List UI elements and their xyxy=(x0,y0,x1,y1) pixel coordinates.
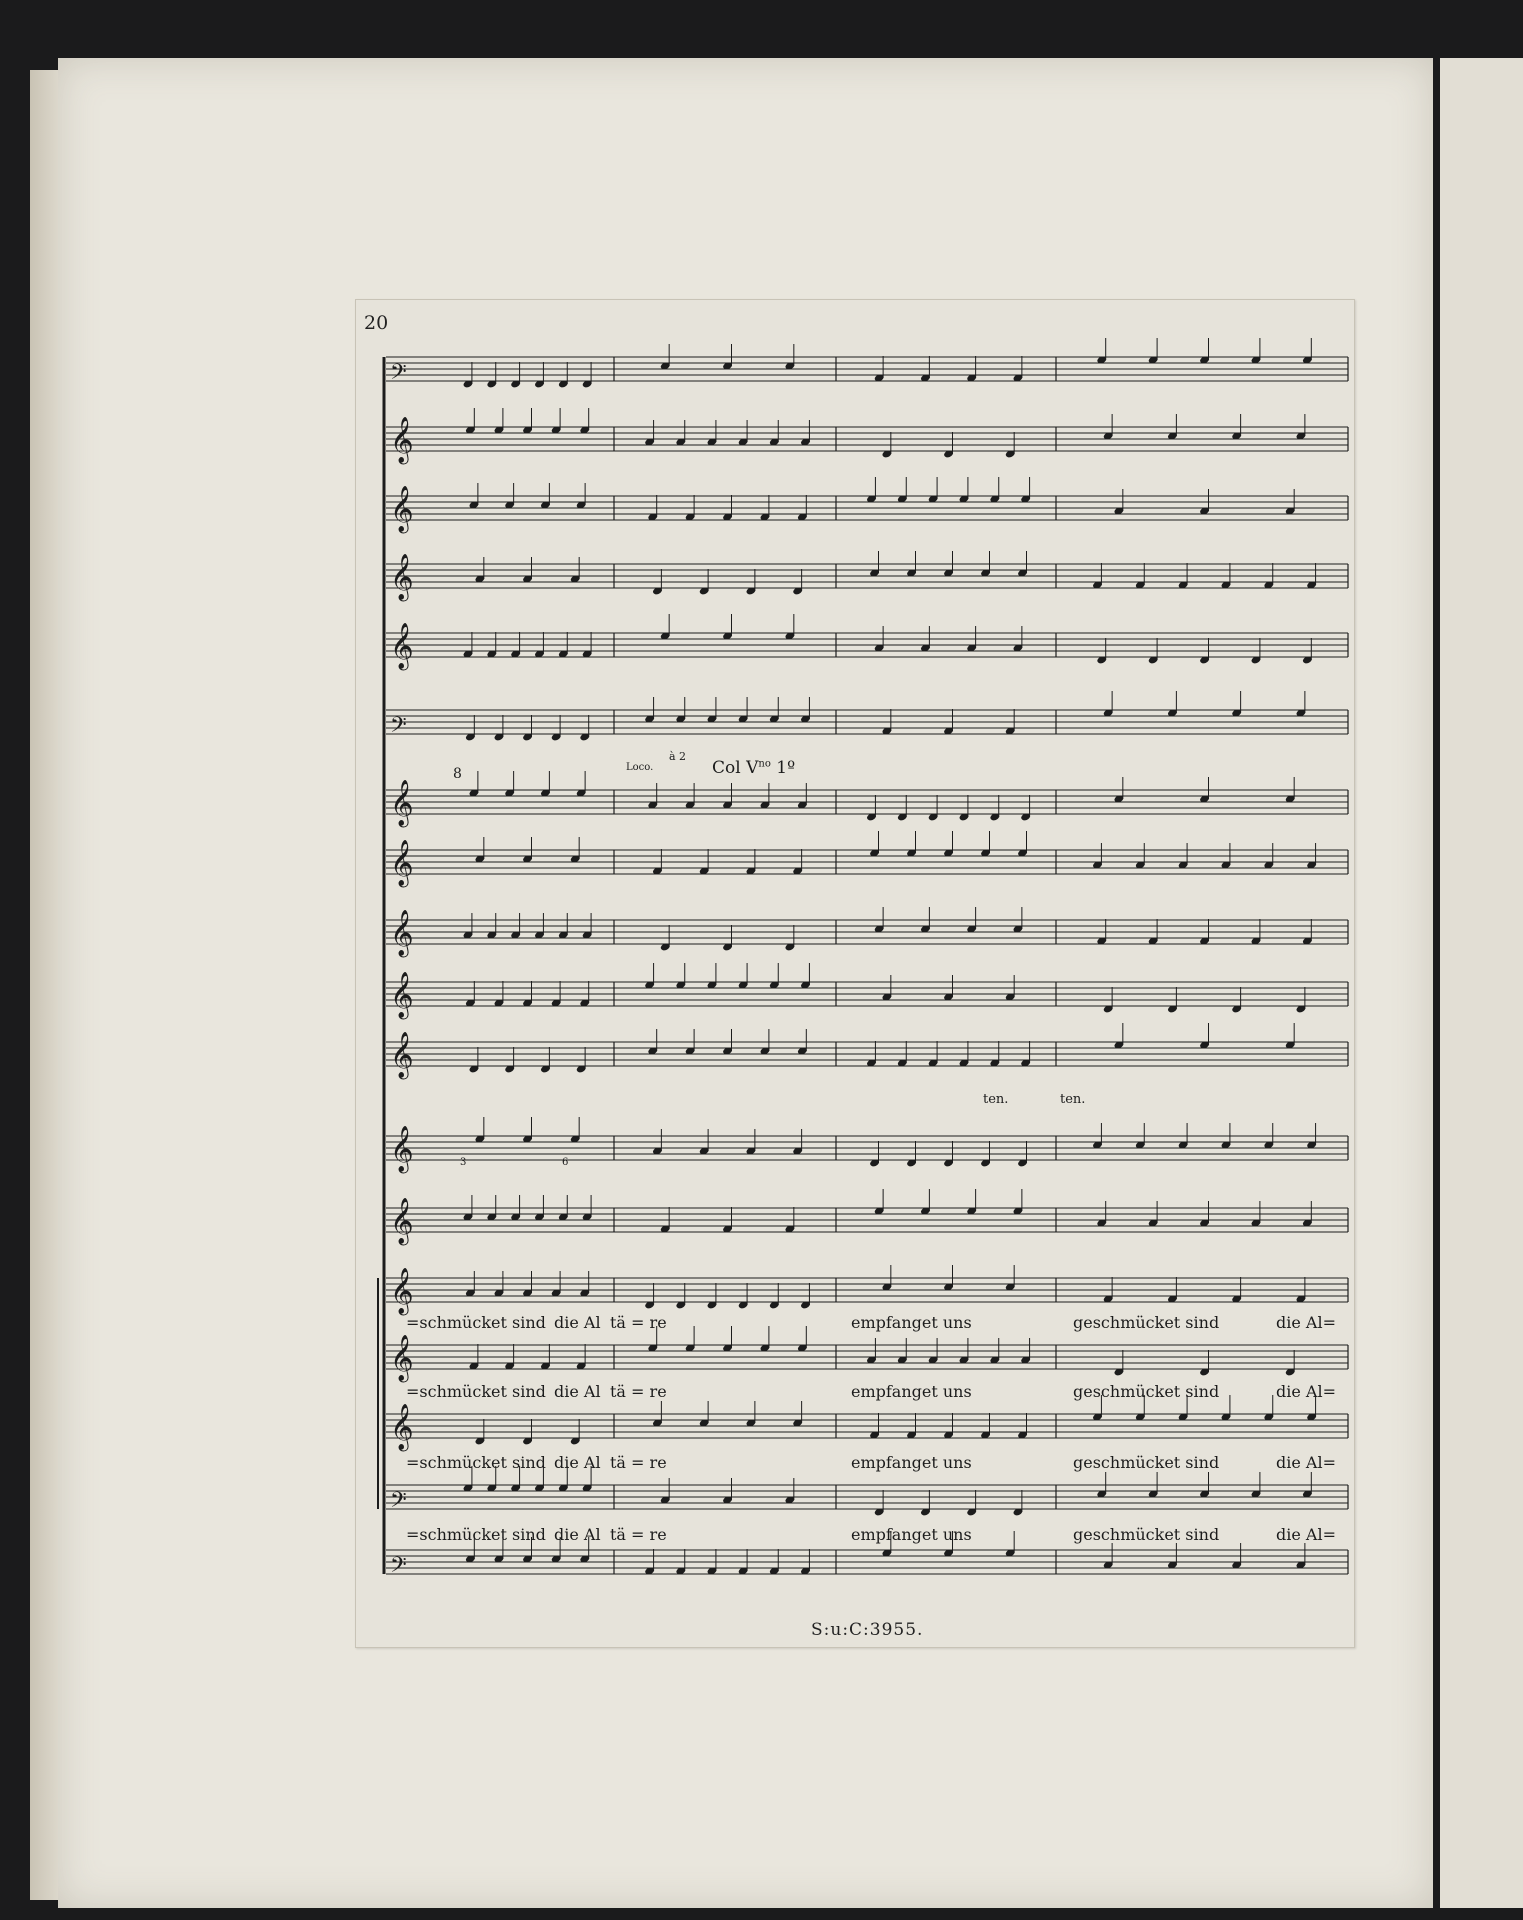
clef-icon: 𝄢 xyxy=(390,360,407,390)
clef-icon: 𝄞 xyxy=(390,417,414,463)
clef-icon: 𝄞 xyxy=(390,972,414,1018)
lyric-1-d: empfanget uns xyxy=(851,1313,972,1332)
col-vno-marking xyxy=(712,758,795,778)
lyric-4-b: die Al xyxy=(554,1525,601,1544)
lyric-1-e: geschmücket sind xyxy=(1073,1313,1220,1332)
ottava-marking: 8 xyxy=(453,766,462,782)
clef-icon: 𝄞 xyxy=(390,910,414,956)
lyric-4-d: empfanget uns xyxy=(851,1525,972,1544)
lyric-2-f: die Al= xyxy=(1276,1382,1336,1401)
tenuto-marking-2: ten. xyxy=(1060,1092,1086,1107)
tenuto-marking-1: ten. xyxy=(983,1092,1009,1107)
engraved-plate xyxy=(355,299,1355,1648)
page-number: 20 xyxy=(364,312,389,334)
loco-marking: Loco. xyxy=(626,762,654,773)
clef-icon: 𝄞 xyxy=(390,840,414,886)
col-vno-sup: no xyxy=(758,758,771,770)
lyric-3-d: empfanget uns xyxy=(851,1453,972,1472)
lyric-2-a: =schmücket sind xyxy=(406,1382,546,1401)
lyric-2-e: geschmücket sind xyxy=(1073,1382,1220,1401)
lyric-1-a: =schmücket sind xyxy=(406,1313,546,1332)
clef-icon: 𝄞 xyxy=(390,1404,414,1450)
lyric-3-c: tä = re xyxy=(610,1453,667,1472)
sextuplet-marking: 6 xyxy=(562,1157,569,1168)
lyric-4-e: geschmücket sind xyxy=(1073,1525,1220,1544)
lyric-3-b: die Al xyxy=(554,1453,601,1472)
lyric-1-c: tä = re xyxy=(610,1313,667,1332)
lyric-3-a: =schmücket sind xyxy=(406,1453,546,1472)
clef-icon: 𝄞 xyxy=(390,1198,414,1244)
score-staves xyxy=(356,300,1354,1647)
lyric-2-b: die Al xyxy=(554,1382,601,1401)
lyric-4-a: =schmücket sind xyxy=(406,1525,546,1544)
plate-number: S:u:C:3955. xyxy=(811,1620,924,1640)
facing-page-edge xyxy=(1440,58,1523,1908)
clef-icon: 𝄞 xyxy=(390,1126,414,1172)
col-vno-text: Col V xyxy=(712,758,759,778)
clef-icon: 𝄞 xyxy=(390,780,414,826)
clef-icon: 𝄢 xyxy=(390,1553,407,1583)
col-vno-tail: 1º xyxy=(770,758,796,778)
lyric-4-f: die Al= xyxy=(1276,1525,1336,1544)
clef-icon: 𝄢 xyxy=(390,713,407,743)
lyric-1-f: die Al= xyxy=(1276,1313,1336,1332)
clef-icon: 𝄞 xyxy=(390,1268,414,1314)
a2-marking: à 2 xyxy=(669,750,687,763)
clef-icon: 𝄞 xyxy=(390,486,414,532)
lyric-1-b: die Al xyxy=(554,1313,601,1332)
lyric-2-c: tä = re xyxy=(610,1382,667,1401)
clef-icon: 𝄞 xyxy=(390,623,414,669)
lyric-3-f: die Al= xyxy=(1276,1453,1336,1472)
clef-icon: 𝄞 xyxy=(390,554,414,600)
clef-icon: 𝄞 xyxy=(390,1032,414,1078)
lyric-4-c: tä = re xyxy=(610,1525,667,1544)
clef-icon: 𝄢 xyxy=(390,1488,407,1518)
lyric-3-e: geschmücket sind xyxy=(1073,1453,1220,1472)
triplet-marking: 3 xyxy=(460,1157,467,1168)
clef-icon: 𝄞 xyxy=(390,1335,414,1381)
lyric-2-d: empfanget uns xyxy=(851,1382,972,1401)
score-page xyxy=(58,58,1433,1908)
